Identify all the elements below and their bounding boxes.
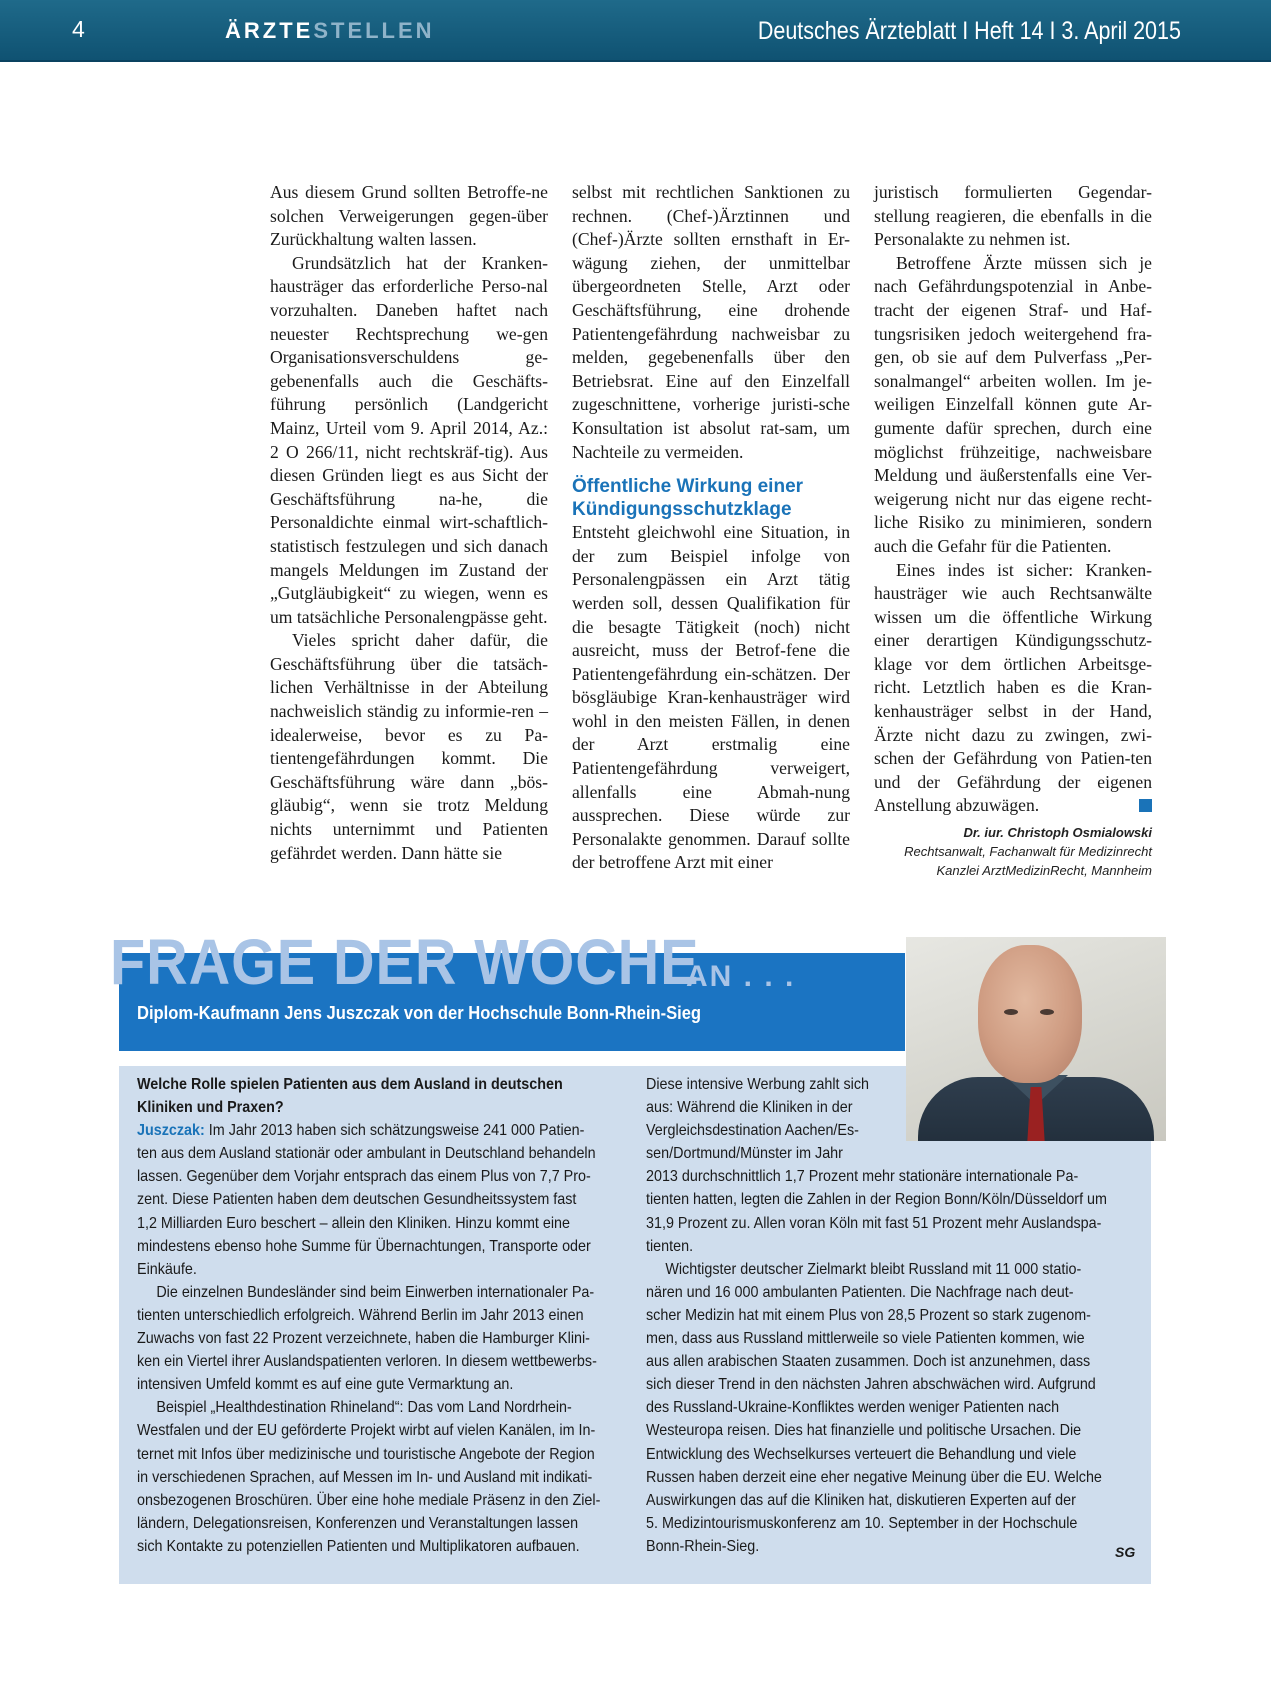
section-heading: Öffentliche Wirkung einer Kündigungsschutzklage [572,476,804,521]
question-line: Welche Rolle spielen Patienten aus dem Ausland in deutschen [137,1076,563,1093]
answer-line: Russen haben derzeit eine eher negative Meinung über die EU. Welche [646,1468,1102,1486]
answer-line: Bonn-Rhein-Sieg. [646,1537,760,1555]
answer-line: ken ein Viertel ihrer Auslandspatienten verloren. In diesem wettbewerbs- [137,1353,597,1371]
paragraph: Vieles spricht daher dafür, die Geschäftsführung über die tatsäch-lichen Verhältnisse in der Abteilung nachweislich ständig zu informie-ren – idealerweise, bevor es zu Pa-tientengefährdungen kommt. Die Geschäftsführung wäre dann „bös-gläubig“, wenn sie trotz Meldung nichts unternimmt und Patienten gefährdet werden. Dann hätte sie [270,630,548,863]
brand-part-2: STELLEN [313,18,435,43]
article-column-1 [270,181,548,865]
author-name: Dr. iur. Christoph Osmialowski [963,825,1152,840]
paragraph: Aus diesem Grund sollten Betroffe-ne solchen Verweigerungen gegen-über Zurückhaltung walten lassen. [270,182,548,250]
answer-line: Beispiel „Healthdestination Rhineland“: Das vom Land Nordrhein- [156,1399,572,1417]
answer-line: sen/Dortmund/Münster im Jahr [646,1145,843,1163]
answer-line: Diese intensive Werbung zahlt sich [646,1076,870,1093]
answer-line: Westeuropa reisen. Dies hat finanzielle und politische Ursachen. Die [646,1422,1082,1440]
answer-line: ten aus dem Ausland stationär oder ambulant in Deutschland behandeln [137,1145,596,1163]
end-mark-icon [1139,799,1152,812]
frage-der-woche-title: FRAGE DER WOCHE [110,926,700,998]
answer-line [137,1119,588,1142]
answer-line: Vergleichsdestination Aachen/Es- [646,1122,859,1140]
author-credit [874,823,1152,880]
brand-logo [225,18,435,44]
portrait-eye [1040,1009,1054,1015]
answer-line: ternet mit Infos über medizinische und touristische Angebote der Region [137,1445,595,1463]
paragraph: selbst mit rechtlichen Sanktionen zu rechnen. (Chef-)Ärztinnen und (Chef-)Ärzte sollten ernsthaft in Er-wägung ziehen, der unmittelbar übergeordneten Stelle, Arzt oder Geschäftsführung, eine drohende Patientengefährdung nachweisbar zu melden, gegebenenfalls über den Betriebsrat. Eine auf den Einzelfall zugeschnittene, vorherige juristi-sche Konsultation ist absolut rat-sam, um Nachteile zu vermeiden. [572,182,850,462]
answer-line: 2013 durchschnittlich 1,7 Prozent mehr stationäre internationale Pa- [646,1168,1079,1186]
answer-line: zent. Diese Patienten haben dem deutschen Gesundheitssystem fast [137,1191,577,1209]
article-column-2 [572,181,850,875]
answer-line: Wichtigster deutscher Zielmarkt bleibt Russland mit 11 000 statio- [665,1260,1082,1278]
portrait-eye [1004,1009,1018,1015]
answer-line: ländern, Delegationsreisen, Konferenzen und Veranstaltungen lassen [137,1514,579,1532]
answer-line: sich dieser Trend in den nächsten Jahren abschwächen wird. Aufgrund [646,1376,1096,1394]
answer-line: intensiven Umfeld kommt es auf eine gute Vermarktung an. [137,1376,514,1394]
answer-line: sich Kontakte zu potenziellen Patienten und Multiplikatoren aufbauen. [137,1537,580,1555]
frage-der-woche-suffix: AN . . . [686,960,796,993]
issue-info: Deutsches Ärzteblatt I Heft 14 I 3. April 2015 [757,17,1181,45]
answer-line: lassen. Gegenüber dem Vorjahr entsprach das einem Plus von 7,7 Pro- [137,1168,591,1186]
paragraph: Grundsätzlich hat der Kranken-hausträger das erforderliche Perso-nal vorzuhalten. Daneben haftet nach neuester Rechtsprechung we-gen Organisationsverschuldens ge-gebenenfalls auch die Geschäfts-führung persönlich (Landgericht Mainz, Urteil vom 9. April 2014, Az.: 2 O 266/11, nicht rechtskräf-tig). Aus diesen Gründen liegt es aus Sicht der Geschäftsführung na-he, die Personaldichte einmal wirt-schaftlich-statistisch festzulegen und sich danach mangels Meldungen im Zustand der „Gutgläubigkeit“ zu wiegen, wenn es um tatsächliche Personalengpässe geht. [270,252,548,627]
answer-line: in verschiedenen Sprachen, auf Messen im In- und Ausland mit indikati- [137,1468,593,1486]
page-number: 4 [72,16,85,42]
answer-line: Einkäufe. [137,1260,197,1278]
answer-line: Die einzelnen Bundesländer sind beim Einwerben internationaler Pa- [156,1283,595,1301]
answer-line: 5. Medizintourismuskonferenz am 10. September in der Hochschule [646,1514,1078,1532]
answer-line: 31,9 Prozent zu. Allen voran Köln mit fast 51 Prozent mehr Auslandspa- [646,1214,1102,1232]
answer-text: Im Jahr 2013 haben sich schätzungsweise 241 000 Patien- [208,1122,585,1140]
answer-line: tienten hatten, legten die Zahlen in der Region Bonn/Köln/Düsseldorf um [646,1191,1107,1209]
article-column-3 [874,181,1152,818]
paragraph: Entsteht gleichwohl eine Situation, in der zum Beispiel infolge von Personalengpässen ein Arzt tätig werden soll, dessen Qualifikation für die besagte Tätigkeit (noch) nicht ausreicht, muss der Betrof-fene die Patientengefährdung ein-schätzen. Der bösgläubige Kran-kenhausträger wird wohl in den meisten Fällen, in denen der Arzt erstmalig eine Patientengefährdung verweigert, allenfalls eine Abmah-nung aussprechen. Diese würde zur Personalakte genommen. Darauf sollte der betroffene Arzt mit einer [572,522,850,873]
answer-line: men, dass aus Russland mittlerweile so viele Patienten kommen, wie [646,1330,1085,1348]
header-bar [0,0,1271,62]
answer-line: Westfalen und der EU geförderte Projekt wirbt auf vielen Kanälen, im In- [137,1422,596,1440]
answer-line: tienten unterschiedlich erfolgreich. Während Berlin im Jahr 2013 einen [137,1306,584,1324]
answer-line: aus: Während die Kliniken in der [646,1099,853,1117]
interview-column-left [137,1073,627,1558]
frage-der-woche-subtitle: Diplom-Kaufmann Jens Juszczak von der Hochschule Bonn-Rhein-Sieg [137,1003,702,1023]
paragraph-text: Eines indes ist sicher: Kranken-hausträger wie auch Rechtsanwälte wissen um die öffentliche Wirkung einer derartigen Kündigungsschutz-klage vor dem örtlichen Arbeitsge-richt. Letztlich haben es die Kran-kenhausträger selbst in der Hand, Ärzte nicht dazu zu zwingen, zwi-schen der Gefährdung von Patien-ten und der Gefährdung der eigenen Anstellung abzuwägen. [874,559,1152,816]
answer-line: nären und 16 000 ambulanten Patienten. Die Nachfrage nach deut- [646,1283,1074,1301]
answer-line: scher Medizin hat mit einem Plus von 28,5 Prozent so stark zugenom- [646,1306,1091,1324]
paragraph: Betroffene Ärzte müssen sich je nach Gefährdungspotenzial in Anbe-tracht der eigenen Straf- und Haf-tungsrisiken jedoch weitergehend fra-gen, ob sie auf dem Pulverfass „Per-sonalmangel“ arbeiten wollen. Im je-weiligen Einzelfall können gute Ar-gumente dafür sprechen, durch eine möglichst frühzeitige, nachweisbare Meldung und äußerstenfalls eine Ver-weigerung nicht nur das eigene recht-liche Risiko zu minimieren, sondern auch die Gefahr für die Patienten. [874,252,1152,556]
answer-line: Entwicklung des Wechselkurses verteuert die Behandlung und viele [646,1445,1077,1463]
speaker-name: Juszczak: [137,1122,205,1140]
answer-line: 1,2 Milliarden Euro beschert – allein den Kliniken. Hinzu kommt eine [137,1214,571,1232]
author-initials: SG [1115,1544,1136,1560]
paragraph [874,559,1152,819]
answer-line: Zuwachs von fast 22 Prozent verzeichnete, haben die Hamburger Klini- [137,1330,590,1348]
author-firm: Kanzlei ArztMedizinRecht, Mannheim [936,863,1152,878]
answer-line: Auswirkungen das auf die Kliniken hat, diskutieren Experten auf der [646,1491,1076,1509]
answer-line: des Russland-Ukraine-Konfliktes werden weniger Patienten nach [646,1399,1060,1417]
brand-part-1: ÄRZTE [225,18,314,43]
paragraph: juristisch formulierten Gegendar-stellung reagieren, die ebenfalls in die Personalakte zu nehmen ist. [874,182,1152,250]
answer-line: aus allen arabischen Staaten zusammen. Doch ist anzunehmen, dass [646,1353,1091,1371]
answer-line: onsbezogenen Broschüren. Über eine hohe mediale Präsenz in den Ziel- [137,1491,601,1509]
author-title: Rechtsanwalt, Fachanwalt für Medizinrecht [904,844,1152,859]
answer-line: tienten. [646,1237,694,1255]
portrait-face [978,945,1082,1083]
question-line: Kliniken und Praxen? [137,1099,284,1117]
answer-line: mindestens ebenso hohe Summe für Übernachtungen, Transporte oder [137,1237,591,1255]
interview-column-right [646,1073,1146,1558]
